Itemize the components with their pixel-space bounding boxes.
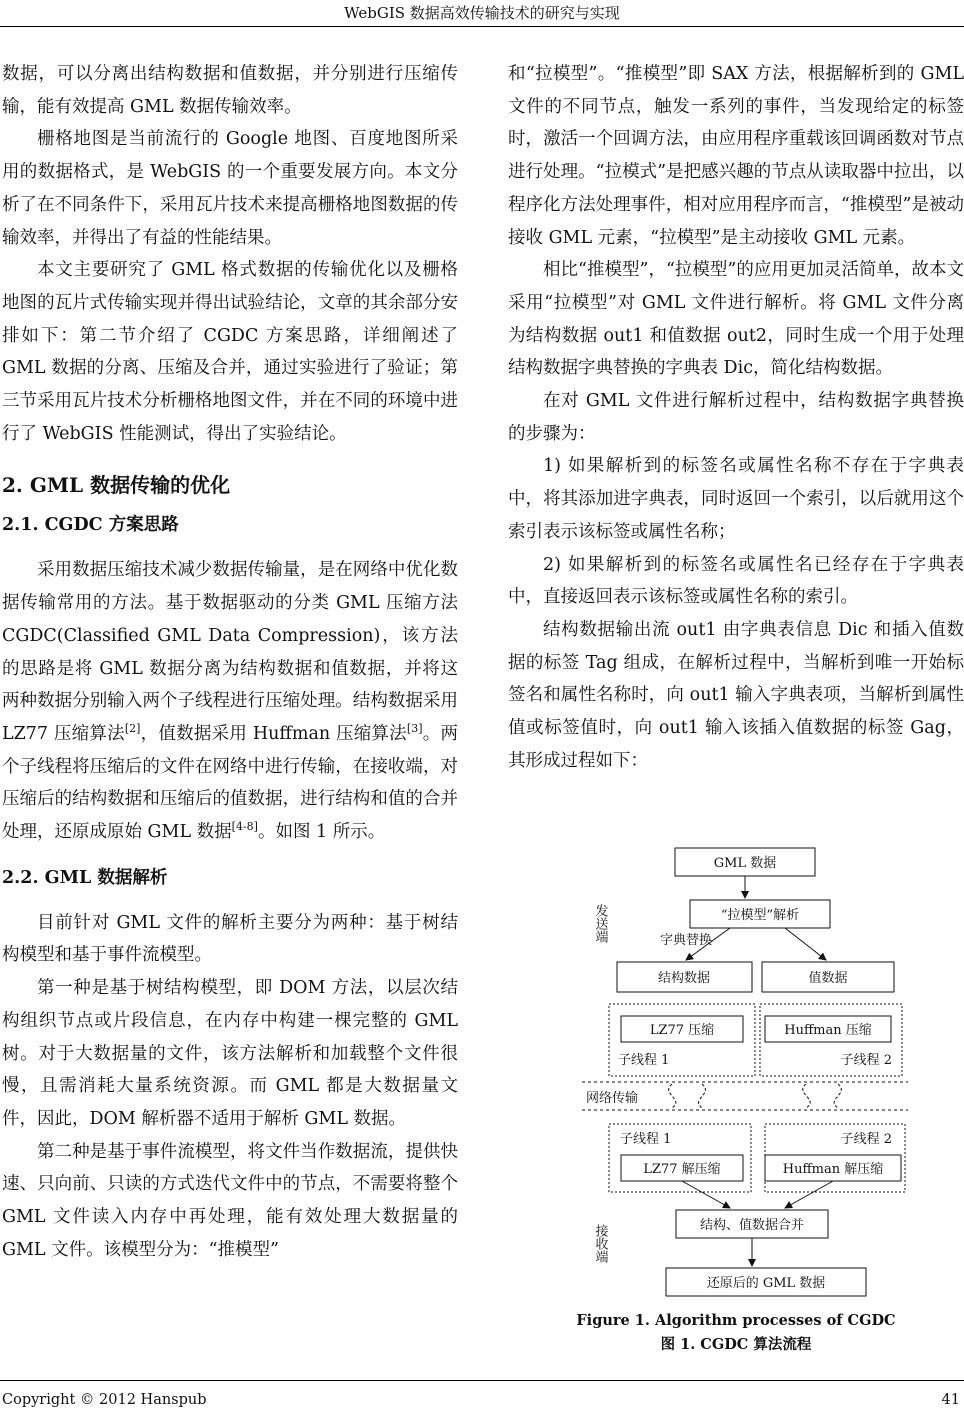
figure-caption-en: Figure 1. Algorithm processes of CGDC — [576, 1312, 896, 1329]
label-gml-data: GML 数据 — [713, 856, 777, 871]
label-lz77: LZ77 压缩 — [649, 1023, 715, 1038]
label-merge: 结构、值数据合并 — [699, 1218, 805, 1233]
figure-cgdc-flowchart — [580, 844, 910, 1304]
flowchart-labels — [580, 844, 910, 1304]
text-run: 。两个子线程将压缩后的文件在网络中进行传输，在接收端，对压缩后的结构数据和压缩后的值数据，进行结构和值的合并处理，还原成原始 GML 数据 — [2, 723, 458, 843]
section-heading: 2. GML 数据传输的优化 — [2, 473, 231, 498]
label-pull-parse: “拉模型”解析 — [720, 908, 800, 923]
header-rule — [0, 26, 964, 27]
footer-rule — [0, 1380, 964, 1381]
label-restored-gml: 还原后的 GML 数据 — [706, 1276, 826, 1291]
paragraph: 第二种是基于事件流模型，将文件当作数据流，提供快速、只向前、只读的方式迭代文件中的节点，不需要将整个 GML 文件读入内存中再处理，能有效处理大数据量的 GML 文件。该模型分为：“推模型” — [2, 1141, 458, 1260]
label-dict-replace: 字典替换 — [660, 933, 713, 948]
paragraph: 和“拉模型”。“推模型”即 SAX 方法，根据解析到的 GML 文件的不同节点，触发一系列的事件，当发现给定的标签时，激活一个回调方法，由应用程序重载该回调函数对节点进行处理。“拉模式”是把感兴趣的节点从读取器中拉出，以程序化方法处理事件，相对应用程序而言，“推模型”是被动接收 GML 元素，“拉模型”是主动接收 GML 元素。 — [508, 64, 964, 248]
label-thread1-recv: 子线程 1 — [620, 1132, 672, 1147]
label-struct-data: 结构数据 — [657, 971, 711, 986]
paragraph: 目前针对 GML 文件的解析主要分为两种：基于树结构模型和基于事件流模型。 — [2, 912, 458, 966]
label-huffman: Huffman 压缩 — [784, 1023, 872, 1038]
label-receiver: 接收端 — [592, 1224, 608, 1263]
paragraph: 数据，可以分离出结构数据和值数据，并分别进行压缩传输，能有效提高 GML 数据传输效率。 — [2, 64, 458, 117]
label-sender: 发送端 — [592, 904, 608, 943]
label-lz77-decompress: LZ77 解压缩 — [643, 1162, 721, 1177]
paragraph: 第一种是基于树结构模型，即 DOM 方法，以层次结构组织节点或片段信息，在内存中构建一棵完整的 GML 树。对于大数据量的文件，该方法解析和加载整个文件很慢，且需消耗大量系统资源。而 GML 都是大数据量文件，因此，DOM 解析器不适用于解析 GML 数据。 — [2, 978, 458, 1129]
label-value-data: 值数据 — [808, 971, 848, 986]
citation: [3] — [406, 722, 423, 736]
paragraph — [2, 554, 458, 848]
right-column — [508, 58, 964, 777]
paragraph: 在对 GML 文件进行解析过程中，结构数据字典替换的步骤为： — [508, 391, 964, 444]
running-header: WebGIS 数据高效传输技术的研究与实现 — [344, 4, 620, 22]
page-number: 41 — [941, 1392, 960, 1408]
subsection-heading: 2.2. GML 数据解析 — [2, 867, 168, 888]
subsection-heading: 2.1. CGDC 方案思路 — [2, 515, 179, 536]
copyright: Copyright © 2012 Hanspub — [2, 1392, 207, 1408]
paragraph: 1) 如果解析到的标签名或属性名称不存在于字典表中，将其添加进字典表，同时返回一个索引，以后就用这个索引表示该标签或属性名称； — [508, 456, 964, 542]
paragraph: 结构数据输出流 out1 由字典表信息 Dic 和插入值数据的标签 Tag 组成，在解析过程中，当解析到唯一开始标签名和属性名称时，向 out1 输入字典表项，当解析到属性值或标签值时，向 out1 输入该插入值数据的标签 Gag，其形成过程如下： — [508, 619, 964, 771]
label-network: 网络传输 — [586, 1091, 639, 1106]
paragraph: 本文主要研究了 GML 格式数据的传输优化以及栅格地图的瓦片式传输实现并得出试验结论，文章的其余部分安排如下：第二节介绍了 CGDC 方案思路，详细阐述了 GML 数据的分离、压缩及合并，通过实验进行了验证；第三节采用瓦片技术分析栅格地图文件，并在不同的环境中进行了 WebGIS 性能测试，得出了实验结论。 — [2, 260, 458, 444]
paragraph: 2) 如果解析到的标签名或属性名已经存在于字典表中，直接返回表示该标签或属性名称的索引。 — [508, 554, 964, 608]
label-thread2-recv: 子线程 2 — [840, 1132, 892, 1147]
label-thread1: 子线程 1 — [618, 1053, 670, 1068]
label-huffman-decompress: Huffman 解压缩 — [782, 1162, 884, 1177]
figure-caption-zh: 图 1. CGDC 算法流程 — [660, 1336, 812, 1353]
citation: [4-8] — [231, 820, 258, 834]
text-run: ，值数据采用 Huffman 压缩算法 — [140, 723, 407, 744]
text-run: 采用数据压缩技术减少数据传输量，是在网络中优化数据传输常用的方法。基于数据驱动的分类 GML 压缩方法 CGDC(Classified GML Data Compression)，该方法的思路是将 GML 数据分离为结构数据和值数据，并将这两种数据分别输入两个子线程进行压缩处理。结构数据采用 LZ77 压缩算法 — [2, 560, 458, 744]
paragraph: 相比“推模型”，“拉模型”的应用更加灵活简单，故本文采用“拉模型”对 GML 文件进行解析。将 GML 文件分离为结构数据 out1 和值数据 out2，同时生成一个用于处理结构数据字典替换的字典表 Dic，简化结构数据。 — [508, 260, 964, 379]
citation: [2] — [124, 722, 141, 736]
label-thread2: 子线程 2 — [840, 1053, 892, 1068]
paragraph: 栅格地图是当前流行的 Google 地图、百度地图所采用的数据格式，是 WebGIS 的一个重要发展方向。本文分析了在不同条件下，采用瓦片技术来提高栅格地图数据的传输效率，并得出了有益的性能结果。 — [2, 129, 458, 248]
left-column — [2, 58, 458, 1267]
text-run: 。如图 1 所示。 — [257, 822, 386, 843]
